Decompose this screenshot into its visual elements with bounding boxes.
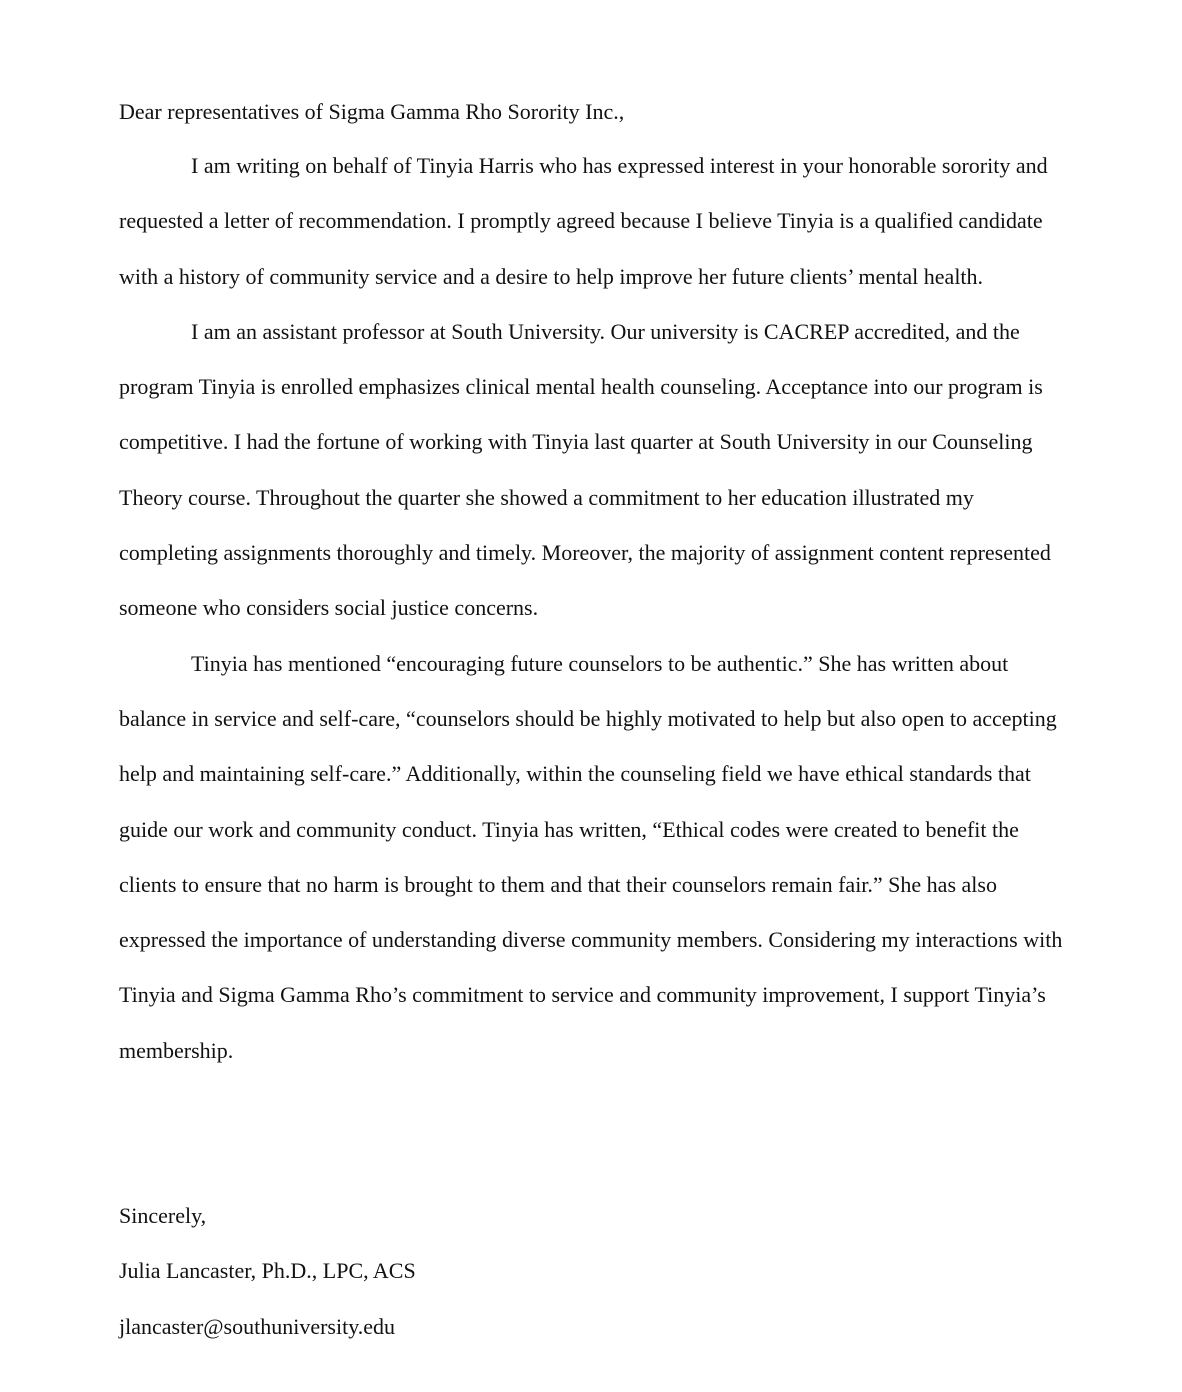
salutation: Dear representatives of Sigma Gamma Rho Sorority Inc., — [119, 99, 625, 124]
paragraph-credentials: I am an assistant professor at South University. Our university is CACREP accredited, and the program Tinyia is enrolled emphasizes clinical mental health counseling. Acceptance into our program is competitive. I had the fortune of working with Tinyia last quarter at South University in our Counseling Theory course. Throughout the quarter she showed a commitment to her education illustrated my completing assignments thoroughly and timely. Moreover, the majority of assignment content represented someone who considers social justice concerns. — [119, 318, 1051, 621]
paragraph-introduction: I am writing on behalf of Tinyia Harris who has expressed interest in your honorable sorority and requested a letter of recommendation. I promptly agreed because I believe Tinyia is a qualified candidate with a history of community service and a desire to help improve her future clients’ mental health. — [119, 153, 1048, 289]
signer-email: jlancaster@southuniversity.edu — [119, 1313, 396, 1339]
signature-block — [119, 1188, 416, 1354]
letter-body — [119, 138, 1064, 1078]
signer-name: Julia Lancaster, Ph.D., LPC, ACS — [119, 1258, 416, 1284]
closing-phrase: Sincerely, — [119, 1203, 207, 1228]
paragraph-endorsement: Tinyia has mentioned “encouraging future counselors to be authentic.” She has written about balance in service and self-care, “counselors should be highly motivated to help but also open to accepting help and maintaining self-care.” Additionally, within the counseling field we have ethical standards that guide our work and community conduct. Tinyia has written, “Ethical codes were created to benefit the clients to ensure that no harm is brought to them and that their counselors remain fair.” She has also expressed the importance of understanding diverse community members. Considering my interactions with Tinyia and Sigma Gamma Rho’s commitment to service and community improvement, I support Tinyia’s membership. — [119, 650, 1063, 1063]
